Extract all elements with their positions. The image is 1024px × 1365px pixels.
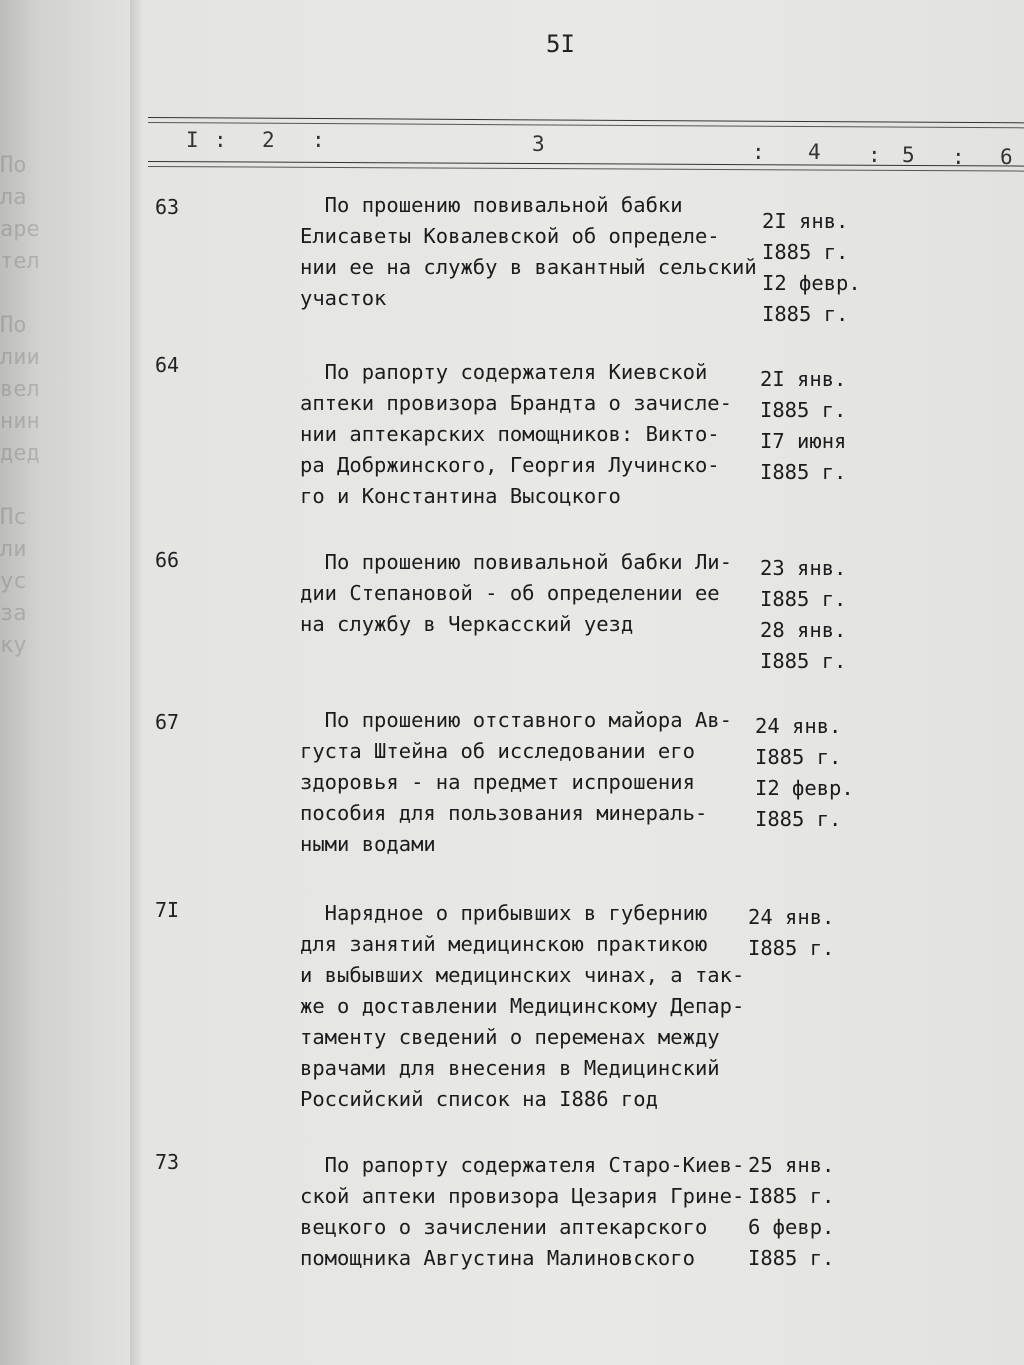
date-end: I2 февр. <box>762 271 861 295</box>
entry-number: 64 <box>155 353 180 377</box>
entry-description <box>300 705 770 860</box>
entry-description <box>300 357 770 512</box>
entry-number: 66 <box>155 548 180 572</box>
entry-line: для занятий медицинскою практикою <box>300 932 708 956</box>
column-separator: : <box>214 128 227 152</box>
facing-page-edge: По ла аре тел По лии вел нин дед Пс ли ус за ку <box>0 153 40 658</box>
column-header-2: 2 <box>262 128 275 152</box>
entry-dates <box>748 1150 834 1274</box>
entry-line: аптеки провизора Брандта о зачисле- <box>300 391 732 415</box>
date-end-year: I885 г. <box>748 1246 835 1270</box>
entry-line: По прошению повивальной бабки Ли- <box>300 550 732 574</box>
header-rule-top-secondary <box>148 122 1024 128</box>
column-header-6: 6 <box>1000 145 1013 169</box>
column-header-1: I <box>186 128 199 152</box>
column-separator: : <box>312 128 325 152</box>
date-start: 25 янв. <box>748 1153 835 1177</box>
entry-line: По рапорту содержателя Киевской <box>300 360 708 384</box>
entry-number: 73 <box>155 1150 180 1174</box>
entry-line: го и Константина Высоцкого <box>300 484 621 508</box>
entry-line: ской аптеки провизора Цезария Грине- <box>300 1184 745 1208</box>
date-end: I7 июня <box>760 429 847 453</box>
date-start-year: I885 г. <box>760 398 847 422</box>
page-number: 5I <box>546 30 575 58</box>
entry-description <box>300 1150 770 1274</box>
date-end: 6 февр. <box>748 1215 835 1239</box>
column-separator: : <box>868 143 881 167</box>
entry-dates <box>760 553 846 677</box>
entry-line: ра Добржинского, Георгия Лучинско- <box>300 453 720 477</box>
date-start-year: I885 г. <box>762 240 849 264</box>
date-end-year: I885 г. <box>760 649 847 673</box>
entry-line: Елисаветы Ковалевской об определе- <box>300 224 720 248</box>
entry-line: По прошению отставного майора Ав- <box>300 708 732 732</box>
date-start-year: I885 г. <box>748 1184 835 1208</box>
entry-line: на службу в Черкасский уезд <box>300 612 634 636</box>
entry-line: вецкого о зачислении аптекарского <box>300 1215 708 1239</box>
column-separator: : <box>952 145 965 169</box>
date-end: I2 февр. <box>755 776 854 800</box>
entry-number: 7I <box>155 898 180 922</box>
column-header-3: 3 <box>532 132 545 156</box>
entry-line: здоровья - на предмет испрошения <box>300 770 695 794</box>
date-start-year: I885 г. <box>760 587 847 611</box>
entry-line: участок <box>300 286 387 310</box>
entry-line: Нарядное о прибывших в губернию <box>300 901 708 925</box>
date-start-year: I885 г. <box>755 745 842 769</box>
date-start: 24 янв. <box>748 905 835 929</box>
entry-line: нии аптекарских помощников: Викто- <box>300 422 720 446</box>
header-rule-bottom-secondary <box>148 166 1024 172</box>
entry-description <box>300 898 770 1115</box>
entry-dates <box>760 364 846 488</box>
entry-dates <box>762 206 861 330</box>
entry-line: нии ее на службу в вакантный сельский <box>300 255 757 279</box>
entry-dates <box>755 711 854 835</box>
date-end: 28 янв. <box>760 618 847 642</box>
date-end-year: I885 г. <box>760 460 847 484</box>
entry-line: По рапорту содержателя Старо-Киев- <box>300 1153 745 1177</box>
entry-number: 67 <box>155 710 180 734</box>
date-start: 23 янв. <box>760 556 847 580</box>
column-separator: : <box>752 140 765 164</box>
entry-line: врачами для внесения в Медицинский <box>300 1056 720 1080</box>
entry-number: 63 <box>155 195 180 219</box>
entry-description <box>300 547 770 640</box>
date-start: 24 янв. <box>755 714 842 738</box>
entry-description <box>300 190 770 314</box>
entry-line: ными водами <box>300 832 436 856</box>
entry-line: густа Штейна об исследовании его <box>300 739 695 763</box>
date-end-year: I885 г. <box>762 302 849 326</box>
entry-line: же о доставлении Медицинскому Депар- <box>300 994 745 1018</box>
date-start-year: I885 г. <box>748 936 835 960</box>
date-start: 2I янв. <box>762 209 849 233</box>
entry-line: и выбывших медицинских чинах, а так- <box>300 963 745 987</box>
binding-shadow <box>130 0 144 1365</box>
entry-line: помощника Августина Малиновского <box>300 1246 695 1270</box>
entry-line: таменту сведений о переменах между <box>300 1025 720 1049</box>
column-header-5: 5 <box>902 143 915 167</box>
column-header-4: 4 <box>808 140 821 164</box>
date-end-year: I885 г. <box>755 807 842 831</box>
entry-dates <box>748 902 834 964</box>
entry-line: По прошению повивальной бабки <box>300 193 683 217</box>
entry-line: Российский список на I886 год <box>300 1087 658 1111</box>
entry-line: дии Степановой - об определении ее <box>300 581 720 605</box>
entry-line: пособия для пользования минераль- <box>300 801 708 825</box>
date-start: 2I янв. <box>760 367 847 391</box>
